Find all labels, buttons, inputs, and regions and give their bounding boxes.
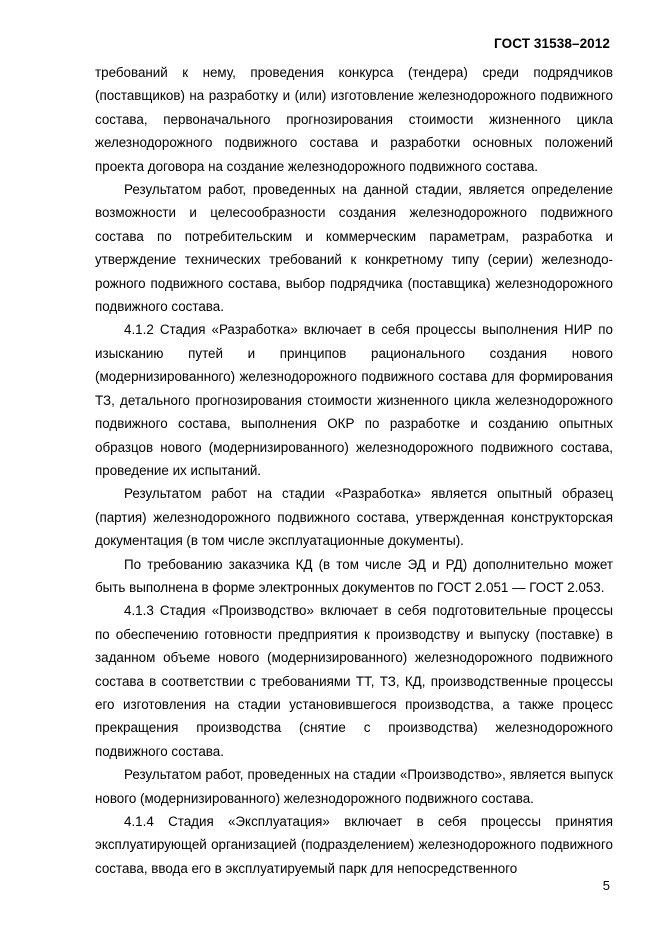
- paragraph-result-stage-1: Результатом работ, проведенных на данной стадии, является определение возможности и целесообразности создания железнодорожного подвижного состава по потребительским и коммерческим параметрам, разработка и утверждение технических требований к конкретному типу (серии) железнодо-рожного подвижного состава, выбор подрядчика (поставщика) железнодорожного подвижного состава.: [95, 182, 613, 315]
- paragraph-customer-requirement: По требованию заказчика КД (в том числе ЭД и РД) дополнительно может быть выполнена в форме электронных документов по ГОСТ 2.051 — ГОСТ 2.053.: [95, 556, 613, 595]
- paragraph-4-1-2-development: 4.1.2 Стадия «Разработка» включает в себя процессы выполнения НИР по изысканию путей и принципов рационального создания нового (модернизированного) железнодорожного подвижного состава для формирования ТЗ, детального прогнозирования стоимости жизненного цикла железнодорожного подвижного состава, выполнения ОКР по разработке и созданию опытных образцов нового (модернизированного) железнодорожного подвижного состава, проведение их испытаний.: [95, 322, 613, 478]
- paragraph-result-development: Результатом работ на стадии «Разработка» является опытный образец (партия) железнодорожного подвижного состава, утвержденная конструкторская документация (в том числе эксплуатационные документы).: [95, 486, 613, 549]
- document-body: [95, 61, 613, 880]
- paragraph-result-production: Результатом работ, проведенных на стадии «Производство», является выпуск нового (модернизированного) железнодорожного подвижного состава.: [95, 767, 613, 806]
- page-number: 5: [602, 878, 610, 893]
- paragraph-4-1-4-operation: 4.1.4 Стадия «Эксплуатация» включает в себя процессы принятия эксплуатирующей организацией (подразделением) железнодорожного подвижного состава, ввода его в эксплуатируемый парк для непосредственного: [95, 814, 613, 876]
- paragraph-4-1-3-production: 4.1.3 Стадия «Производство» включает в себя подготовительные процессы по обеспечению готовности предприятия к производству и выпуску (поставке) в заданном объеме нового (модернизированного) железнодорожного подвижного состава в соответствии с требованиями ТТ, ТЗ, КД, производственные процессы его изготовления на стадии установившегося производства, а также процесс прекращения производства (снятие с производства) железнодорожного подвижного состава.: [95, 603, 613, 759]
- page-header-standard-code: ГОСТ 31538–2012: [494, 36, 610, 51]
- paragraph-continuation: требований к нему, проведения конкурса (тендера) среди подрядчиков (поставщиков) на разработку и (или) изготовление железнодорожного подвижного состава, первоначального прогнозирования стоимости жизненного цикла железнодорожного подвижного состава и разработки основных положений проекта договора на создание железнодорожного подвижного состава.: [95, 65, 613, 174]
